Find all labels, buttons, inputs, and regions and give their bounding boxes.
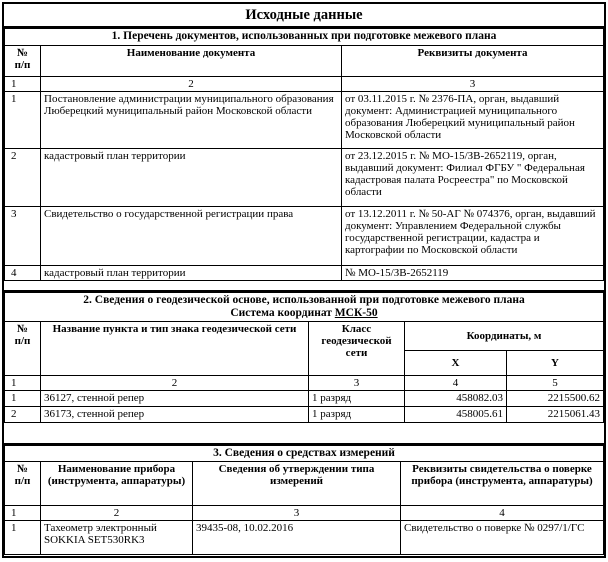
section-2-block — [2, 290, 606, 445]
coordinate-x: 458082.03 — [405, 391, 507, 407]
header-device-name: Наименование прибора (инструмента, аппаратуры) — [41, 462, 193, 506]
table-row — [5, 149, 604, 207]
document-details: от 23.12.2015 г. № МО-15/ЗВ-2652119, орган, выдавший документ: Филиал ФГБУ " Федеральная кадастровая палата Росреестра" по Московской области — [342, 149, 604, 207]
table-row — [5, 92, 604, 149]
title-block — [2, 2, 606, 28]
col-number: 1 — [5, 376, 41, 391]
row-num: 3 — [5, 207, 41, 266]
col-number: 3 — [342, 77, 604, 92]
type-approval: 39435-08, 10.02.2016 — [193, 521, 401, 555]
coordinate-system-name: МСК-50 — [334, 307, 378, 319]
header-verification: Реквизиты свидетельства о поверке прибора (инструмента, аппаратуры) — [401, 462, 604, 506]
row-num: 4 — [5, 266, 41, 281]
coordinate-system-line — [7, 307, 601, 320]
row-num: 2 — [5, 407, 41, 423]
document-name: кадастровый план территории — [41, 266, 342, 281]
header-type-approval: Сведения об утверждении типа измерений — [193, 462, 401, 506]
device-name: Тахеометр электронный SOKKIA SET530RK3 — [41, 521, 193, 555]
section-1-block — [2, 26, 606, 292]
header-network-class: Класс геодезической сети — [309, 322, 405, 376]
geodetic-table — [4, 292, 604, 423]
coordinate-y: 2215500.62 — [507, 391, 604, 407]
section-2-title-text: 2. Сведения о геодезической основе, использованной при подготовке межевого плана — [83, 294, 525, 306]
col-number: 1 — [5, 506, 41, 521]
table-row — [5, 207, 604, 266]
table-row — [5, 521, 604, 555]
col-number: 4 — [405, 376, 507, 391]
col-number: 2 — [41, 506, 193, 521]
header-num: № п/п — [5, 322, 41, 376]
document-details: от 13.12.2011 г. № 50-АГ № 074376, орган, выдавший документ: Управлением Федеральной службы государственной регистрации, кадастра и картографии по Московской области — [342, 207, 604, 266]
network-class: 1 разряд — [309, 391, 405, 407]
instruments-table — [4, 445, 604, 555]
document-name: Постановление администрации муниципального образования Люберецкий муниципальный район Московской области — [41, 92, 342, 149]
col-number: 3 — [193, 506, 401, 521]
document-details: № МО-15/ЗВ-2652119 — [342, 266, 604, 281]
col-number: 4 — [401, 506, 604, 521]
col-number: 2 — [41, 376, 309, 391]
header-x: X — [405, 351, 507, 376]
document-details: от 03.11.2015 г. № 2376-ПА, орган, выдавший документ: Администрацией муниципального образования Люберецкий муниципальный район Московской области — [342, 92, 604, 149]
header-num: № п/п — [5, 46, 41, 77]
col-number: 5 — [507, 376, 604, 391]
section-3-title: 3. Сведения о средствах измерений — [5, 446, 604, 462]
document-name: Свидетельство о государственной регистрации права — [41, 207, 342, 266]
table-row — [5, 391, 604, 407]
coordinate-x: 458005.61 — [405, 407, 507, 423]
col-number: 3 — [309, 376, 405, 391]
header-document-name: Наименование документа — [41, 46, 342, 77]
row-num: 1 — [5, 92, 41, 149]
document-page — [2, 2, 606, 558]
row-num: 2 — [5, 149, 41, 207]
header-y: Y — [507, 351, 604, 376]
verification-details: Свидетельство о поверке № 0297/1/ГС — [401, 521, 604, 555]
section-1-title: 1. Перечень документов, использованных при подготовке межевого плана — [5, 29, 604, 46]
section-2-title — [5, 293, 604, 322]
page-title: Исходные данные — [245, 7, 363, 23]
coordinate-y: 2215061.43 — [507, 407, 604, 423]
table-row — [5, 407, 604, 423]
header-document-details: Реквизиты документа — [342, 46, 604, 77]
col-number: 2 — [41, 77, 342, 92]
point-name: 36173, стенной репер — [41, 407, 309, 423]
documents-table — [4, 28, 604, 281]
document-name: кадастровый план территории — [41, 149, 342, 207]
row-num: 1 — [5, 391, 41, 407]
table-row — [5, 266, 604, 281]
section-3-block — [2, 443, 606, 558]
header-num: № п/п — [5, 462, 41, 506]
col-number: 1 — [5, 77, 41, 92]
row-num: 1 — [5, 521, 41, 555]
header-coordinates: Координаты, м — [405, 322, 604, 351]
point-name: 36127, стенной репер — [41, 391, 309, 407]
network-class: 1 разряд — [309, 407, 405, 423]
coordinate-system-label: Система координат — [230, 307, 332, 319]
header-point-name: Название пункта и тип знака геодезической сети — [41, 322, 309, 376]
